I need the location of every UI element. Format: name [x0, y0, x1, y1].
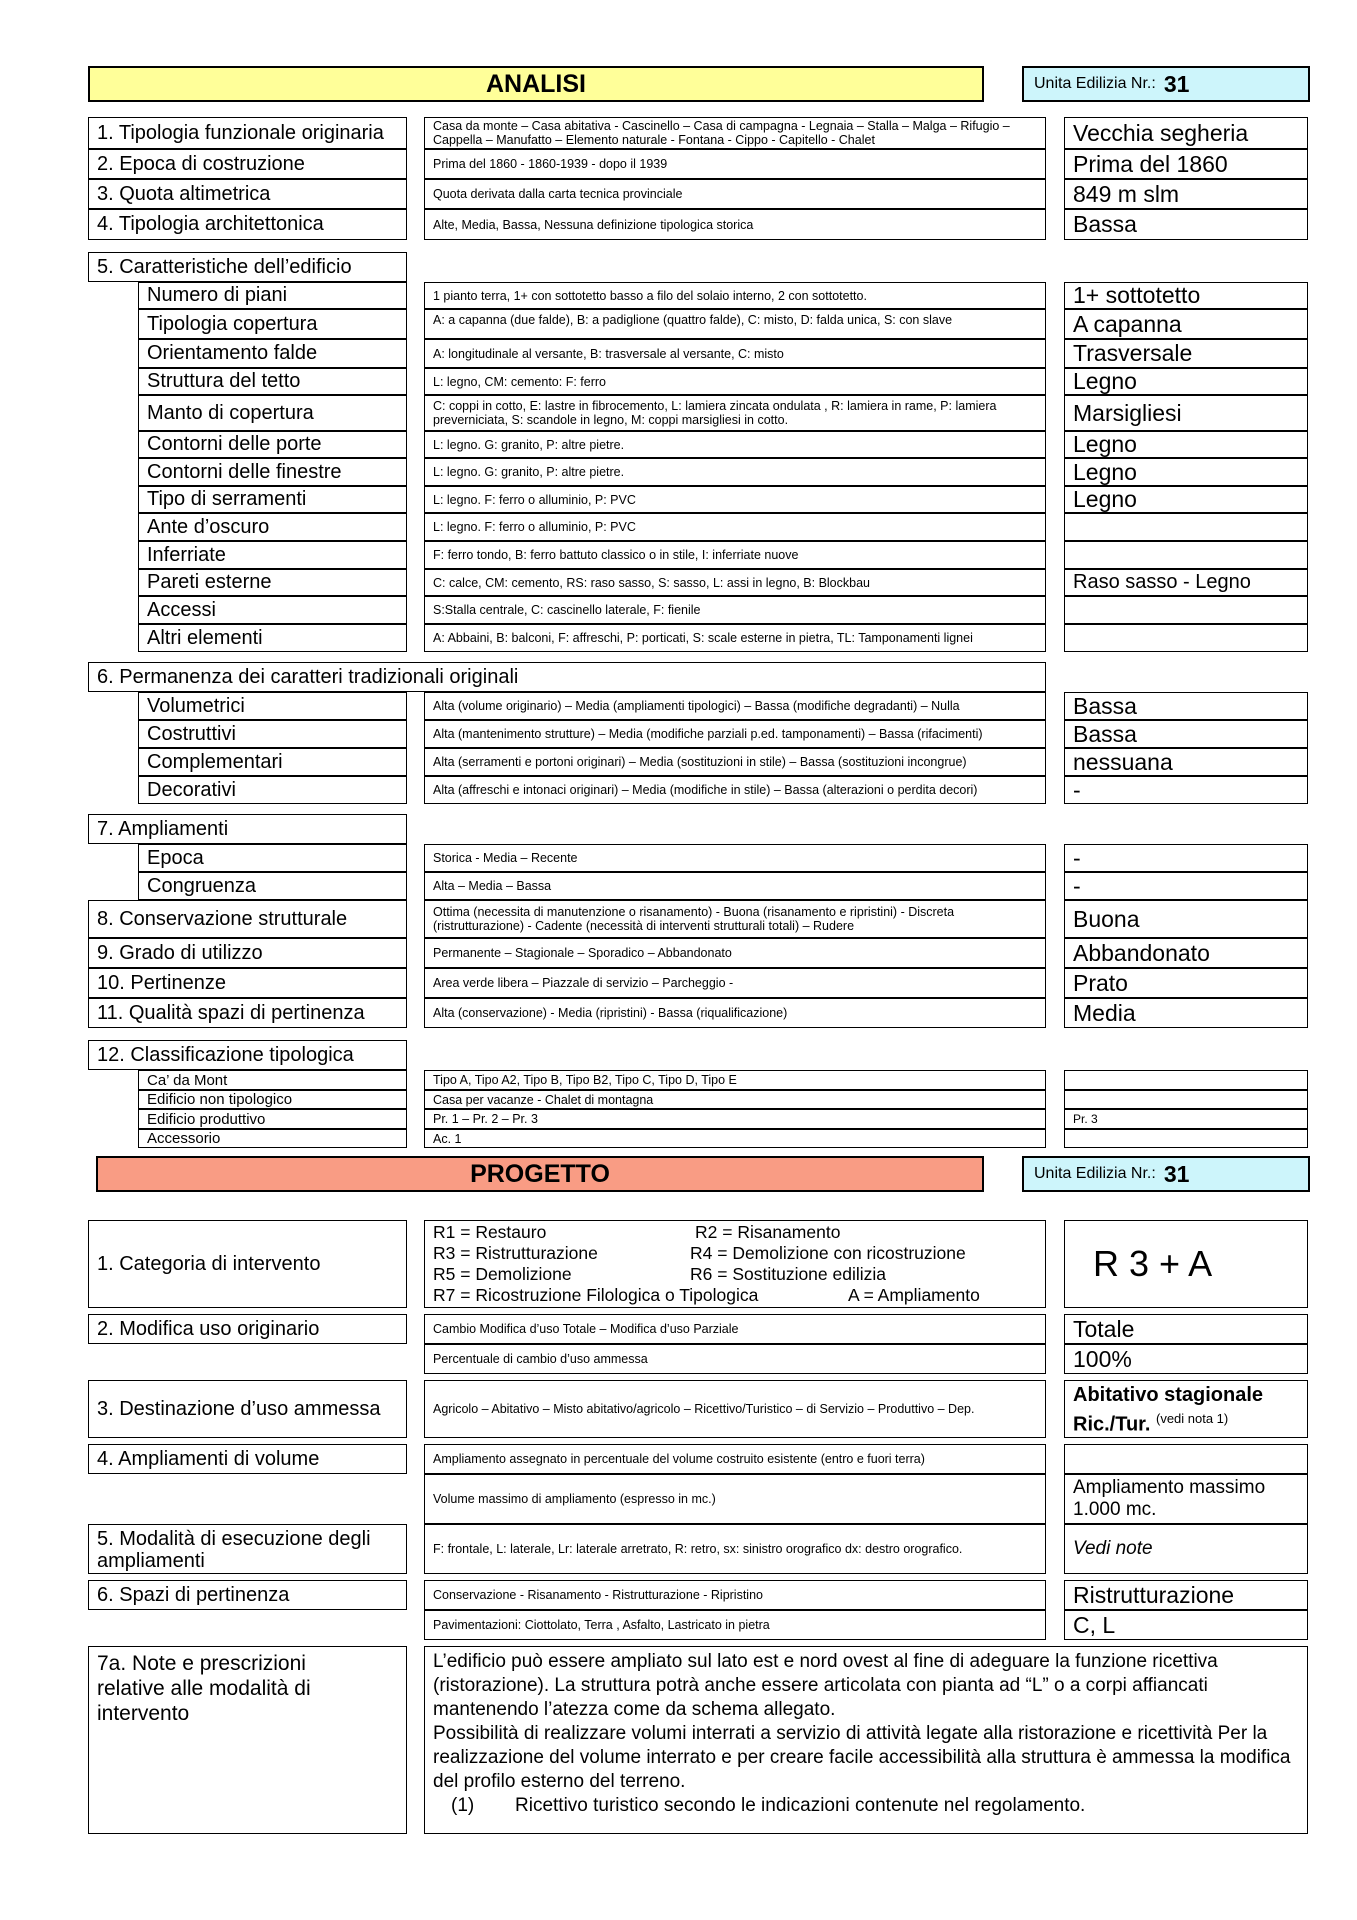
desc-tipologia-architettonica: Alte, Media, Bassa, Nessuna definizione tipologica storica: [424, 209, 1046, 240]
desc-epoca-costruzione: Prima del 1860 - 1860-1939 - dopo il 1939: [424, 149, 1046, 179]
desc-tipologia-copertura: A: a capanna (due falde), B: a padiglione (quattro falde), C: misto, D: falda unica, S: con slave: [424, 309, 1046, 339]
value-spazi-pertinenza: Ristrutturazione: [1064, 1580, 1308, 1610]
value-accessi: [1064, 596, 1308, 624]
categoria-r6: R6 = Sostituzione edilizia: [690, 1264, 887, 1284]
label-ante-oscuro: Ante d’oscuro: [138, 513, 407, 541]
value-orientamento-falde: Trasversale: [1064, 339, 1308, 368]
note-footnote: [433, 1794, 1299, 1818]
value-accessorio: [1064, 1129, 1308, 1148]
desc-epoca-ampliamenti: Storica - Media – Recente: [424, 844, 1046, 872]
desc-accessi: S:Stalla centrale, C: cascinello laterale, F: fienile: [424, 596, 1046, 624]
note-paragraph: Possibilità di realizzare volumi interrati a servizio di attività legate alla ristorazione e ricettività Per la realizzazione del volume interrato e per creare facile accessibilità alla struttura è ammessa la modifica del profilo esterno del terreno.: [433, 1723, 1291, 1792]
value-destinazione-line1: Abitativo stagionale: [1073, 1384, 1264, 1406]
desc-modifica-uso: Cambio Modifica d’uso Totale – Modifica d’uso Parziale: [424, 1314, 1046, 1344]
categoria-r3: R3 = Ristrutturazione: [433, 1243, 598, 1263]
value-epoca-costruzione: Prima del 1860: [1064, 149, 1308, 179]
label-qualita-spazi: 11. Qualità spazi di pertinenza: [88, 998, 407, 1028]
value-numero-piani: 1+ sottotetto: [1064, 282, 1308, 309]
desc-pertinenze: Area verde libera – Piazzale di servizio – Parcheggio -: [424, 968, 1046, 998]
label-pareti-esterne: Pareti esterne: [138, 569, 407, 596]
section-12-title: 12. Classificazione tipologica: [88, 1040, 407, 1070]
label-note-line1: 7a. Note e prescrizioni: [97, 1652, 306, 1675]
desc-pavimentazioni: Pavimentazioni: Ciottolato, Terra , Asfalto, Lastricato in pietra: [424, 1610, 1046, 1640]
desc-tipo-serramenti: L: legno. F: ferro o alluminio, P: PVC: [424, 486, 1046, 513]
categoria-row: [433, 1264, 1037, 1285]
desc-contorni-finestre: L: legno. G: granito, P: altre pietre.: [424, 458, 1046, 486]
value-ampliamento-percentuale: [1064, 1444, 1308, 1474]
categoria-r5: R5 = Demolizione: [433, 1264, 572, 1284]
value-categoria-intervento: R 3 + A: [1064, 1220, 1308, 1308]
progetto-title: PROGETTO: [96, 1156, 984, 1192]
value-percentuale-cambio-uso: 100%: [1064, 1344, 1308, 1374]
section-7-title: 7. Ampliamenti: [88, 814, 407, 844]
analisi-unit-box: [1022, 66, 1310, 102]
label-pertinenze: 10. Pertinenze: [88, 968, 407, 998]
label-modifica-uso: 2. Modifica uso originario: [88, 1314, 407, 1344]
label-decorativi: Decorativi: [138, 776, 407, 804]
desc-grado-utilizzo: Permanente – Stagionale – Sporadico – Abbandonato: [424, 938, 1046, 968]
value-pertinenze: Prato: [1064, 968, 1308, 998]
section-6-title: 6. Permanenza dei caratteri tradizionali originali: [88, 662, 1046, 692]
desc-inferriate: F: ferro tondo, B: ferro battuto classico o in stile, I: inferriate nuove: [424, 541, 1046, 569]
value-edificio-non-tipologico: [1064, 1090, 1308, 1109]
label-epoca-costruzione: 2. Epoca di costruzione: [88, 149, 407, 179]
desc-congruenza: Alta – Media – Bassa: [424, 872, 1046, 900]
categoria-row: [433, 1243, 1037, 1264]
label-ampliamenti-volume: 4. Ampliamenti di volume: [88, 1444, 407, 1474]
desc-ca-da-mont: Tipo A, Tipo A2, Tipo B, Tipo B2, Tipo C, Tipo D, Tipo E: [424, 1070, 1046, 1090]
value-destinazione-uso: [1064, 1380, 1308, 1438]
value-pavimentazioni: C, L: [1064, 1610, 1308, 1640]
desc-manto-copertura: C: coppi in cotto, E: lastre in fibrocemento, L: lamiera zincata ondulata , R: lamiera in rame, P: lamiera preverniciata, S: scandole in legno, M: coppi marsigliesi in cotto.: [424, 395, 1046, 431]
value-modifica-uso: Totale: [1064, 1314, 1308, 1344]
label-tipologia-copertura: Tipologia copertura: [138, 309, 407, 339]
label-spazi-pertinenza: 6. Spazi di pertinenza: [88, 1580, 407, 1610]
value-costruttivi: Bassa: [1064, 720, 1308, 748]
value-decorativi: -: [1064, 776, 1308, 804]
label-grado-utilizzo: 9. Grado di utilizzo: [88, 938, 407, 968]
desc-altri-elementi: A: Abbaini, B: balconi, F: affreschi, P: porticati, S: scale esterne in pietra, TL: Tamponamenti lignei: [424, 624, 1046, 652]
value-epoca-ampliamenti: -: [1064, 844, 1308, 872]
footnote-text: Ricettivo turistico secondo le indicazioni contenute nel regolamento.: [515, 1795, 1086, 1816]
value-pareti-esterne: Raso sasso - Legno: [1064, 569, 1308, 596]
value-edificio-produttivo: Pr. 3: [1064, 1109, 1308, 1129]
desc-ampliamento-percentuale: Ampliamento assegnato in percentuale del volume costruito esistente (entro e fuori terra): [424, 1444, 1046, 1474]
unit-number: 31: [1163, 1160, 1190, 1187]
unit-label: Unita Edilizia Nr.:: [1034, 75, 1156, 92]
desc-struttura-tetto: L: legno, CM: cemento: F: ferro: [424, 368, 1046, 395]
value-contorni-finestre: Legno: [1064, 458, 1308, 486]
categoria-r1: R1 = Restauro: [433, 1222, 547, 1242]
label-edificio-produttivo: Edificio produttivo: [138, 1109, 407, 1129]
desc-modalita-esecuzione: F: frontale, L: laterale, Lr: laterale arretrato, R: retro, sx: sinistro orografico dx: destro orografico.: [424, 1524, 1046, 1574]
label-contorni-finestre: Contorni delle finestre: [138, 458, 407, 486]
value-volume-line2: 1.000 mc.: [1073, 1499, 1157, 1520]
desc-tipologia-funzionale: Casa da monte – Casa abitativa - Cascinello – Casa di campagna - Legnaia – Stalla – Malga – Rifugio – Cappella – Manufatto – Elemento naturale - Fontana - Cippo - Capitello - Chalet: [424, 117, 1046, 149]
desc-spazi-pertinenza: Conservazione - Risanamento - Ristrutturazione - Ripristino: [424, 1580, 1046, 1610]
desc-contorni-porte: L: legno. G: granito, P: altre pietre.: [424, 431, 1046, 458]
value-destinazione-note: (vedi nota 1): [1155, 1411, 1229, 1426]
value-qualita-spazi: Media: [1064, 998, 1308, 1028]
label-accessorio: Accessorio: [138, 1129, 407, 1148]
label-costruttivi: Costruttivi: [138, 720, 407, 748]
label-numero-piani: Numero di piani: [138, 282, 407, 309]
desc-qualita-spazi: Alta (conservazione) - Media (ripristini) - Bassa (riqualificazione): [424, 998, 1046, 1028]
label-volumetrici: Volumetrici: [138, 692, 407, 720]
footnote-number: (1): [451, 1795, 475, 1816]
desc-complementari: Alta (serramenti e portoni originari) – Media (sostituzioni in stile) – Bassa (sostituzioni incongrue): [424, 748, 1046, 776]
value-modalita-esecuzione: Vedi note: [1064, 1524, 1308, 1574]
desc-accessorio: Ac. 1: [424, 1129, 1046, 1148]
value-destinazione-line2: [1073, 1407, 1299, 1437]
value-tipologia-funzionale: Vecchia segheria: [1064, 117, 1308, 149]
label-complementari: Complementari: [138, 748, 407, 776]
unit-label: Unita Edilizia Nr.:: [1034, 1165, 1156, 1182]
value-tipologia-architettonica: Bassa: [1064, 209, 1308, 240]
categoria-a: A = Ampliamento: [848, 1285, 980, 1305]
desc-edificio-produttivo: Pr. 1 – Pr. 2 – Pr. 3: [424, 1109, 1046, 1129]
value-tipologia-copertura: A capanna: [1064, 309, 1308, 339]
label-congruenza: Congruenza: [138, 872, 407, 900]
desc-decorativi: Alta (affreschi e intonaci originari) – Media (modifiche in stile) – Bassa (alterazioni o perdita decori): [424, 776, 1046, 804]
unit-number: 31: [1163, 70, 1190, 97]
value-destinazione-ric-tur: Ric./Tur.: [1073, 1413, 1151, 1436]
categoria-r4: R4 = Demolizione con ricostruzione: [690, 1243, 966, 1263]
desc-pareti-esterne: C: calce, CM: cemento, RS: raso sasso, S: sasso, L: assi in legno, B: Blockbau: [424, 569, 1046, 596]
label-altri-elementi: Altri elementi: [138, 624, 407, 652]
value-tipo-serramenti: Legno: [1064, 486, 1308, 513]
label-inferriate: Inferriate: [138, 541, 407, 569]
desc-costruttivi: Alta (mantenimento strutture) – Media (modifiche parziali p.ed. tamponamenti) – Bassa (rifacimenti): [424, 720, 1046, 748]
value-ante-oscuro: [1064, 513, 1308, 541]
note-prescrizioni-testo: [424, 1646, 1308, 1834]
progetto-unit-box: [1022, 1156, 1310, 1192]
label-ca-da-mont: Ca’ da Mont: [138, 1070, 407, 1090]
label-tipologia-architettonica: 4. Tipologia architettonica: [88, 209, 407, 240]
label-modalita-line2: ampliamenti: [97, 1550, 205, 1572]
value-inferriate: [1064, 541, 1308, 569]
value-quota-altimetrica: 849 m slm: [1064, 179, 1308, 209]
label-manto-copertura: Manto di copertura: [138, 395, 407, 431]
label-conservazione-strutturale: 8. Conservazione strutturale: [88, 900, 407, 938]
value-struttura-tetto: Legno: [1064, 368, 1308, 395]
note-paragraph: L’edificio può essere ampliato sul lato est e nord ovest al fine di adeguare la funzione ricettiva (ristorazione). La struttura potrà anche essere articolata con pianta ad “L” o a corpi affiancati mantenendo l’atezza come da schema allegato.: [433, 1651, 1218, 1720]
desc-percentuale-cambio-uso: Percentuale di cambio d’uso ammessa: [424, 1344, 1046, 1374]
categoria-row: [433, 1285, 1037, 1306]
label-contorni-porte: Contorni delle porte: [138, 431, 407, 458]
label-epoca-ampliamenti: Epoca: [138, 844, 407, 872]
value-volume-line1: Ampliamento massimo: [1073, 1477, 1266, 1498]
desc-destinazione-uso: Agricolo – Abitativo – Misto abitativo/agricolo – Ricettivo/Turistico – di Servizio – Produttivo – Dep.: [424, 1380, 1046, 1438]
value-manto-copertura: Marsigliesi: [1064, 395, 1308, 431]
value-conservazione-strutturale: Buona: [1064, 900, 1308, 938]
label-note-line2: relative alle modalità di: [97, 1677, 311, 1700]
value-volumetrici: Bassa: [1064, 692, 1308, 720]
desc-numero-piani: 1 pianto terra, 1+ con sottotetto basso a filo del solaio interno, 2 con sottotetto.: [424, 282, 1046, 309]
label-modalita-line1: 5. Modalità di esecuzione degli: [97, 1528, 371, 1550]
value-volume-massimo: [1064, 1474, 1308, 1524]
label-categoria-intervento: 1. Categoria di intervento: [88, 1220, 407, 1308]
label-note-prescrizioni: [88, 1646, 407, 1834]
value-ca-da-mont: [1064, 1070, 1308, 1090]
value-contorni-porte: Legno: [1064, 431, 1308, 458]
label-quota-altimetrica: 3. Quota altimetrica: [88, 179, 407, 209]
section-5-title: 5. Caratteristiche dell’edificio: [88, 252, 407, 282]
label-modalita-esecuzione: [88, 1524, 407, 1574]
value-congruenza: -: [1064, 872, 1308, 900]
label-struttura-tetto: Struttura del tetto: [138, 368, 407, 395]
label-edificio-non-tipologico: Edificio non tipologico: [138, 1090, 407, 1109]
categoria-r7: R7 = Ricostruzione Filologica o Tipologica: [433, 1285, 759, 1305]
categoria-row: [433, 1222, 1037, 1243]
label-tipo-serramenti: Tipo di serramenti: [138, 486, 407, 513]
label-accessi: Accessi: [138, 596, 407, 624]
value-altri-elementi: [1064, 624, 1308, 652]
value-complementari: nessuana: [1064, 748, 1308, 776]
label-note-line3: intervento: [97, 1702, 190, 1725]
desc-edificio-non-tipologico: Casa per vacanze - Chalet di montagna: [424, 1090, 1046, 1109]
desc-conservazione-strutturale: Ottima (necessita di manutenzione o risanamento) - Buona (risanamento e ripristini) - Discreta (ristrutturazione) - Cadente (necessità di interventi strutturali totali) – Rudere: [424, 900, 1046, 938]
desc-volume-massimo: Volume massimo di ampliamento (espresso in mc.): [424, 1474, 1046, 1524]
desc-quota-altimetrica: Quota derivata dalla carta tecnica provinciale: [424, 179, 1046, 209]
categoria-r2: R2 = Risanamento: [695, 1222, 841, 1242]
desc-orientamento-falde: A: longitudinale al versante, B: trasversale al versante, C: misto: [424, 339, 1046, 368]
analisi-title: ANALISI: [88, 66, 984, 102]
label-orientamento-falde: Orientamento falde: [138, 339, 407, 368]
desc-ante-oscuro: L: legno. F: ferro o alluminio, P: PVC: [424, 513, 1046, 541]
label-destinazione-uso: 3. Destinazione d’uso ammessa: [88, 1380, 407, 1438]
categorie-intervento: [424, 1220, 1046, 1308]
label-tipologia-funzionale: 1. Tipologia funzionale originaria: [88, 117, 407, 149]
desc-volumetrici: Alta (volume originario) – Media (ampliamenti tipologici) – Bassa (modifiche degradanti) – Nulla: [424, 692, 1046, 720]
value-grado-utilizzo: Abbandonato: [1064, 938, 1308, 968]
